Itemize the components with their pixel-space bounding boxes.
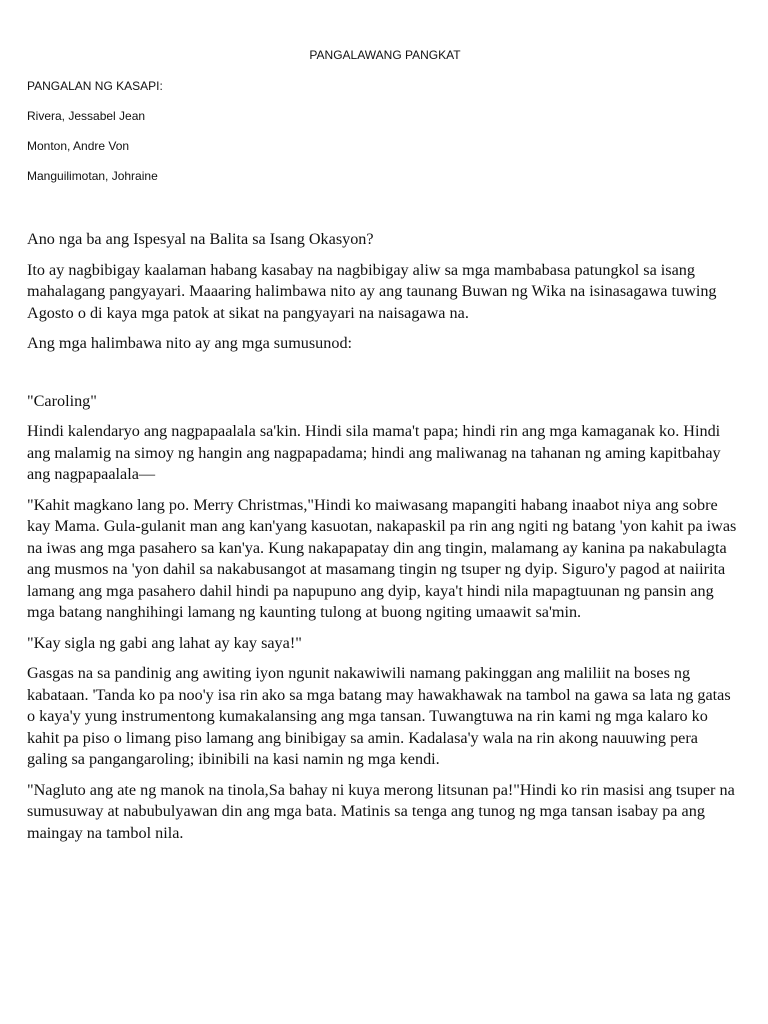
example-title: "Caroling": [27, 391, 97, 410]
paragraph: "Nagluto ang ate ng manok na tinola,Sa bahay ni kuya merong litsunan pa!"Hindi ko rin masisi ang tsuper na sumusuway at nabubulyawan din ang mga bata. Matinis sa tenga ang tunog ng mga tansan isabay pa ang maingay na tambol nila.: [27, 780, 735, 842]
member-name: Monton, Andre Von: [27, 139, 130, 153]
member-name: Rivera, Jessabel Jean: [27, 109, 146, 123]
paragraph: Gasgas na sa pandinig ang awiting iyon ngunit nakawiwili namang pakinggan ang maliliit na boses ng kabataan. 'Tanda ko pa noo'y isa rin ako sa mga batang may hawakhawak na tambol na gawa sa lata ng gatas o kaya'y yung instrumentong kumakalansing ang mga tansan. Tuwangtuwa na rin kami ng mga kalaro ko kahit pa piso o limang piso lamang ang binibigay sa amin. Kadalasa'y wala na rin akong nauuwing pera galing sa pangangaroling; ibinibili na kasi namin ng mga kendi.: [27, 664, 731, 768]
paragraph: Ito ay nagbibigay kaalaman habang kasabay na nagbibigay aliw sa mga mambabasa patungkol sa isang mahalagang pangyayari. Maaaring halimbawa nito ay ang taunang Buwan ng Wika na isinasagawa tuwing Agosto o di kaya mga patok at sikat na pangyayari na naisagawa na.: [27, 260, 717, 322]
paragraph: Hindi kalendaryo ang nagpapaalala sa'kin. Hindi sila mama't papa; hindi rin ang mga kamaganak ko. Hindi ang malamig na simoy ng hangin ang nagpapadama; hindi ang maliwanag na tahanan ng aming kapitbahay ang nagpapaalala—: [27, 422, 721, 483]
paragraph: "Kahit magkano lang po. Merry Christmas,"Hindi ko maiwasang mapangiti habang inaabot niya ang sobre kay Mama. Gula-gulanit man ang kan'yang kasuotan, nakapaskil pa rin ang ngiti ng batang 'yon kahit pa iwas na iwas ang mga pasahero sa kan'ya. Kung nakapapatay din ang tingin, malamang ay kanina pa nakabulagta ang musmos na 'yon dahil sa nakabusangot at masamang tingin ng tsuper ng dyip. Siguro'y pagod at naiirita lamang ang mga pasahero dahil hindi pa napupuno ang dyip, kaya't hindi nila mapagtuunan ng pansin ang mga batang nanghihingi lamang ng kaunting tulong at buong ngiting umaawit sa'min.: [27, 495, 737, 621]
member-name: Manguilimotan, Johraine: [27, 169, 158, 183]
members-label: PANGALAN NG KASAPI:: [27, 79, 163, 93]
document-title: PANGALAWANG PANGKAT: [309, 48, 461, 62]
section-question: Ano nga ba ang Ispesyal na Balita sa Isang Okasyon?: [27, 230, 374, 248]
blank-line: [27, 364, 739, 391]
paragraph: Ang mga halimbawa nito ay ang mga sumusunod:: [27, 334, 353, 352]
document-body: [27, 229, 739, 853]
song-line: "Kay sigla ng gabi ang lahat ay kay saya!": [27, 633, 302, 652]
group-header: [27, 48, 739, 199]
